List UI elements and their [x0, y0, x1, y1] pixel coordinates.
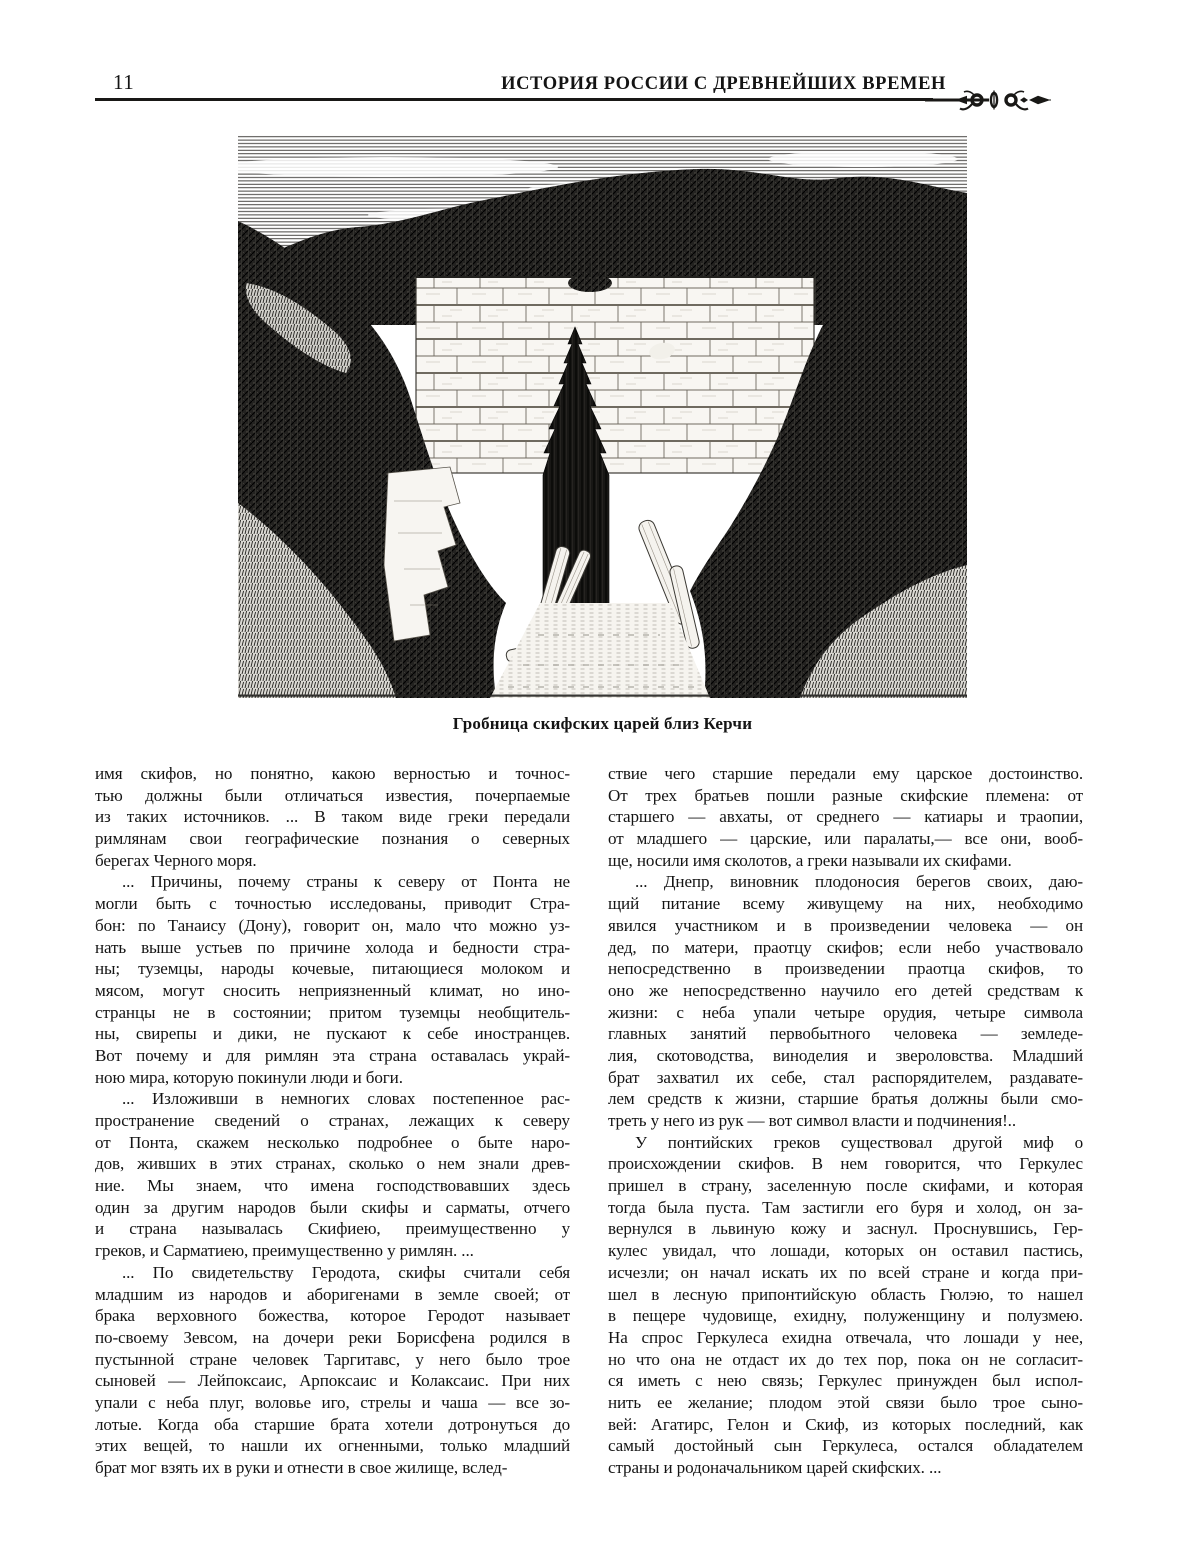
text-line: происхождении скифов. В нем говорится, что Геркулес: [608, 1154, 1083, 1174]
text-line: ще, носили имя сколотов, а греки называли их скифами.: [608, 850, 1012, 870]
text-line: жизни: с неба упали четыре орудия, четыре символа: [608, 1002, 1083, 1022]
text-line: брат захватил их себе, стал распорядителем, раздавате-: [608, 1067, 1083, 1087]
text-block: [95, 763, 1083, 1479]
figure-caption: Гробница скифских царей близ Керчи: [452, 714, 753, 733]
tomb-engraving-illustration: [238, 135, 967, 698]
text-line: брака верховного божества, которое Геродот называет: [95, 1306, 570, 1326]
text-line: из таких источников. ... В таком виде греки передали: [95, 807, 570, 827]
text-line: греков, и Сарматиею, преимущественно у римлян. ...: [95, 1241, 474, 1261]
text-line: брат мог взять их в руки и отнести в свое жилище, вслед-: [95, 1458, 508, 1477]
text-line: странцы не в состоянии; притом туземцы необщитель-: [95, 1002, 570, 1022]
text-line: бон: по Танаису (Дону), говорит он, мало что можно уз-: [95, 915, 570, 935]
text-line: римлянам свои географические познания о северных: [95, 829, 570, 849]
text-line: вернулся в львиную кожу и заснул. Проснувшись, Гер-: [608, 1219, 1083, 1239]
text-line: ние. Мы знаем, что имена господствовавших здесь: [95, 1176, 570, 1196]
text-line: явился участником и в произведении человека — он: [608, 915, 1083, 935]
header-ornament-icon: [925, 88, 1051, 112]
text-line: На спрос Геркулеса ехидна отвечала, что лошади у нее,: [608, 1327, 1083, 1347]
paragraph: [608, 763, 1083, 871]
paragraph: [608, 1132, 1083, 1479]
text-line: нать выше устьев по причине холода и бедности стра-: [95, 937, 570, 957]
text-line: треть у него из рук — вот символ власти и подчинения!..: [608, 1111, 1016, 1130]
text-line: ствие чего старшие передали ему царское достоинство.: [608, 764, 1083, 783]
text-line: ... Изложивши в немногих словах постепенное рас-: [122, 1089, 570, 1109]
text-column-left: [95, 763, 570, 1479]
text-line: шел в лесную припонтийскую область Гюлэю, то нашел: [608, 1284, 1083, 1304]
text-line: один за другим народов были скифы и сарматы, отчего: [95, 1197, 570, 1217]
text-line: самый достойный сын Геркулеса, остался обладателем: [608, 1436, 1083, 1456]
text-line: лотые. Когда оба старшие брата хотели дотронуться до: [95, 1414, 570, 1434]
text-line: щий питание всему живущему на них, необходимо: [608, 894, 1083, 914]
text-line: берегах Черного моря.: [95, 850, 257, 870]
text-line: но что она не отдаст их до тех пор, пока он не согласит-: [608, 1349, 1083, 1369]
text-line: исчезли; он начал искать их по всей стране и когда при-: [608, 1262, 1083, 1282]
text-line: ... Днепр, виновник плодоносия берегов своих, даю-: [635, 872, 1083, 892]
text-line: могли быть с точностью исследованы, приводит Стра-: [95, 894, 570, 914]
text-line: лем средств к жизни, старшие братья должны были смо-: [608, 1089, 1083, 1109]
text-line: и страна называлась Скифиею, преимущественно у: [95, 1219, 570, 1239]
running-title: ИСТОРИЯ РОССИИ С ДРЕВНЕЙШИХ ВРЕМЕН: [501, 74, 946, 94]
text-line: дед, по матери, праотцу скифов; если небо участвовало: [608, 937, 1083, 957]
text-line: пространение сведений о странах, лежащих к северу: [95, 1111, 570, 1130]
text-line: этих вещей, то нашли их огненными, только младший: [95, 1436, 570, 1456]
text-line: пустынной стране человек Таргитавс, у него было трое: [95, 1349, 570, 1369]
text-line: непосредственно в произведении праотца скифов, то: [608, 959, 1083, 979]
paragraph: [95, 1088, 570, 1262]
text-line: имя скифов, но понятно, какою верностью и точнос-: [95, 764, 570, 783]
text-line: От трех братьев пошли разные скифские племена: от: [608, 785, 1083, 805]
engraving-bottom-edge: [238, 695, 967, 697]
text-line: вей: Агатирс, Гелон и Скиф, из которых последний, как: [608, 1414, 1083, 1434]
text-line: У понтийских греков существовал другой миф о: [635, 1132, 1083, 1152]
figure: [238, 135, 967, 698]
text-line: от Понта, скажем несколько подробнее о быте наро-: [95, 1132, 570, 1152]
text-line: мясом, могут сносить неприязненный климат, но ино-: [95, 980, 570, 1000]
page-number: 11: [113, 70, 135, 94]
text-line: Вот почему и для римлян эта страна оставалась украй-: [95, 1045, 570, 1065]
text-column-right: [608, 763, 1083, 1479]
text-line: тогда была пуста. Там застигли его буря и холод, он за-: [608, 1197, 1083, 1217]
text-line: ны; туземцы, народы кочевые, питающиеся молоком и: [95, 959, 570, 979]
text-line: пришел в страну, заселенную после скифами, и которая: [608, 1176, 1083, 1196]
text-line: главных занятий первобытного человека — земледе-: [608, 1024, 1083, 1044]
text-line: ся иметь с нею связь; Геркулес принужден был испол-: [608, 1371, 1083, 1391]
paragraph: [95, 763, 570, 871]
text-line: младшим из народов и аборигенами в земле своей; от: [95, 1284, 570, 1304]
text-line: дов, живших в этих странах, сколько о нем знали древ-: [95, 1154, 570, 1174]
header-rule: [95, 98, 933, 101]
paragraph: [95, 871, 570, 1088]
text-line: ... Причины, почему страны к северу от Понта не: [122, 872, 570, 892]
text-line: ... По свидетельству Геродота, скифы считали себя: [122, 1262, 570, 1282]
text-line: упали с неба плуг, воловье иго, стрелы и чаша — все зо-: [95, 1392, 570, 1412]
text-line: старшего — авхаты, от среднего — катиары и траопии,: [608, 807, 1083, 827]
text-line: страны и родоначальником царей скифских. ...: [608, 1458, 942, 1477]
text-line: ны, свирепы и дики, не пускают к себе иностранцев.: [95, 1024, 570, 1044]
tomb-wall: [416, 277, 814, 473]
paragraph: [95, 1262, 570, 1479]
text-line: в пещере чудовище, ехидну, полуженщину и полузмею.: [608, 1306, 1083, 1326]
text-line: кулес увидал, что лошади, которых он оставил пастись,: [608, 1241, 1083, 1261]
text-line: ною мира, которую покинули люди и боги.: [95, 1067, 403, 1087]
text-line: от младшего — царские, или паралаты,— все они, вооб-: [608, 829, 1083, 849]
text-line: сыновей — Лейпоксаис, Арпоксаис и Колаксаис. При них: [95, 1371, 570, 1391]
text-line: лия, скотоводства, виноделия и звероловства. Младший: [608, 1045, 1083, 1065]
text-line: тью должны были отличаться известия, почерпаемые: [95, 785, 570, 805]
text-line: нить ее желание; плодом этой связи было трое сыно-: [608, 1392, 1083, 1412]
text-line: по-своему Зевсом, на дочери реки Борисфена родился в: [95, 1327, 570, 1347]
text-line: оно же непосредственно научило его детей средствам к: [608, 980, 1083, 1000]
paragraph: [608, 871, 1083, 1131]
